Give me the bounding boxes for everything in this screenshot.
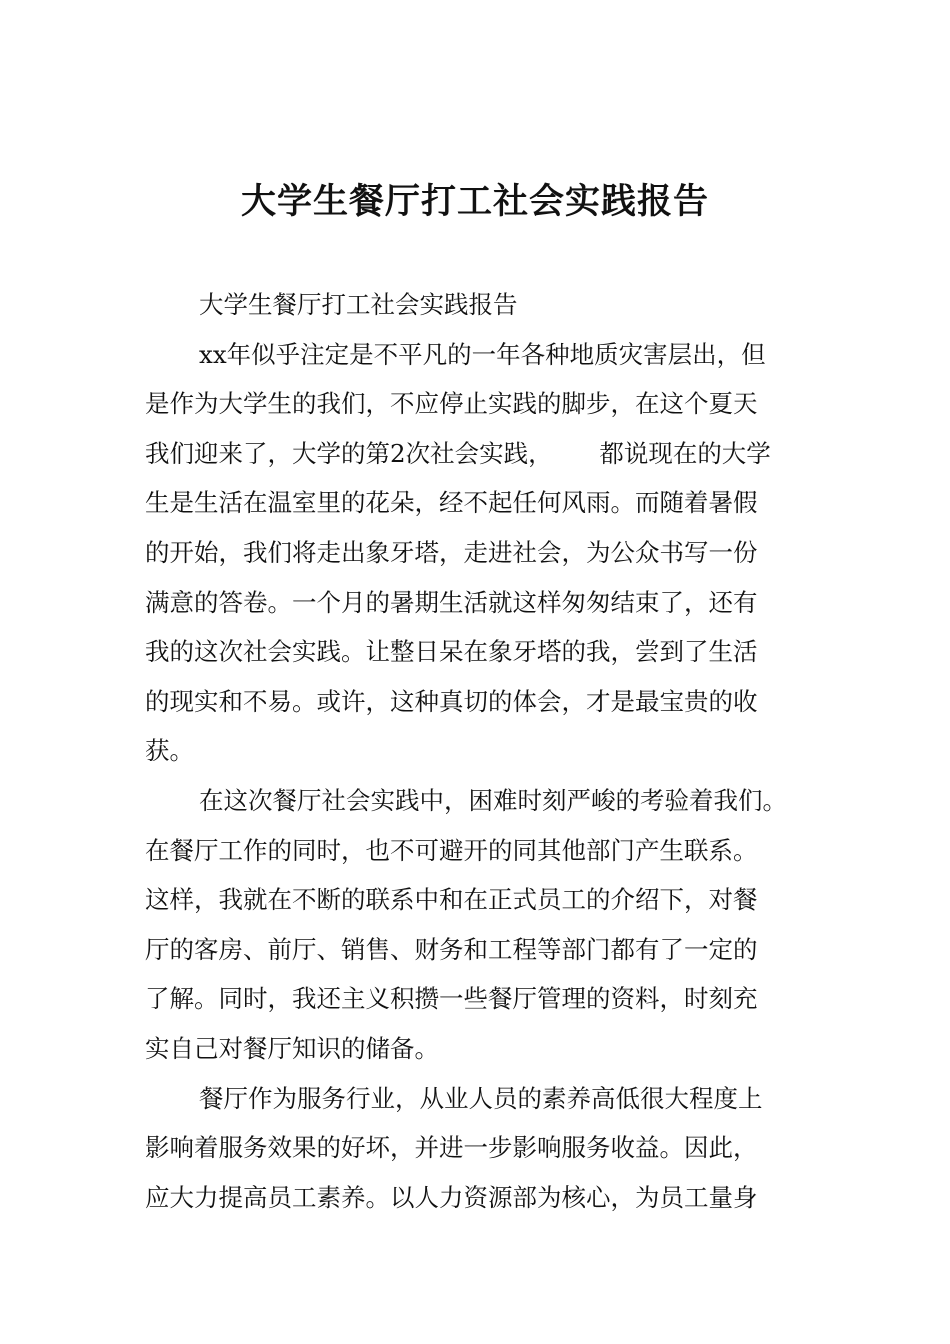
text-line: 了解。同时，我还主义积攒一些餐厅管理的资料，时刻充 bbox=[145, 984, 758, 1014]
text-line: 这样，我就在不断的联系中和在正式员工的介绍下，对餐 bbox=[145, 885, 758, 915]
text-line: 是作为大学生的我们，不应停止实践的脚步，在这个夏天 bbox=[145, 389, 758, 419]
text-line: 实自己对餐厅知识的储备。 bbox=[145, 1033, 439, 1063]
paragraph-subtitle bbox=[145, 280, 810, 330]
text-line: 应大力提高员工素养。以人力资源部为核心，为员工量身 bbox=[145, 1182, 758, 1212]
paragraph-intro bbox=[145, 330, 810, 776]
text-line: 满意的答卷。一个月的暑期生活就这样匆匆结束了，还有 bbox=[145, 587, 758, 617]
text-line: 在这次餐厅社会实践中，困难时刻严峻的考验着我们。 bbox=[199, 785, 787, 815]
document-body bbox=[145, 280, 810, 1222]
text-line: 厅的客房、前厅、销售、财务和工程等部门都有了一定的 bbox=[145, 934, 758, 964]
text-line: 获。 bbox=[145, 736, 194, 766]
paragraph-service bbox=[145, 1074, 810, 1223]
document-title: 大学生餐厅打工社会实践报告 bbox=[240, 182, 709, 222]
text-line: 我们迎来了，大学的第2次社会实践， 都说现在的大学 bbox=[145, 438, 771, 468]
paragraph-practice bbox=[145, 776, 810, 1074]
text-line: 生是生活在温室里的花朵，经不起任何风雨。而随着暑假 bbox=[145, 488, 758, 518]
text-line: 在餐厅工作的同时，也不可避开的同其他部门产生联系。 bbox=[145, 835, 758, 865]
text-line: 影响着服务效果的好坏，并进一步影响服务收益。因此， bbox=[145, 1133, 758, 1163]
text-line: 大学生餐厅打工社会实践报告 bbox=[199, 290, 518, 319]
text-line: 的现实和不易。或许，这种真切的体会，才是最宝贵的收 bbox=[145, 686, 758, 716]
text-line: 的开始，我们将走出象牙塔，走进社会，为公众书写一份 bbox=[145, 537, 758, 567]
text-line: xx年似乎注定是不平凡的一年各种地质灾害层出，但 bbox=[199, 339, 766, 369]
text-line: 我的这次社会实践。让整日呆在象牙塔的我，尝到了生活 bbox=[145, 637, 758, 667]
text-line: 餐厅作为服务行业，从业人员的素养高低很大程度上 bbox=[199, 1083, 763, 1113]
